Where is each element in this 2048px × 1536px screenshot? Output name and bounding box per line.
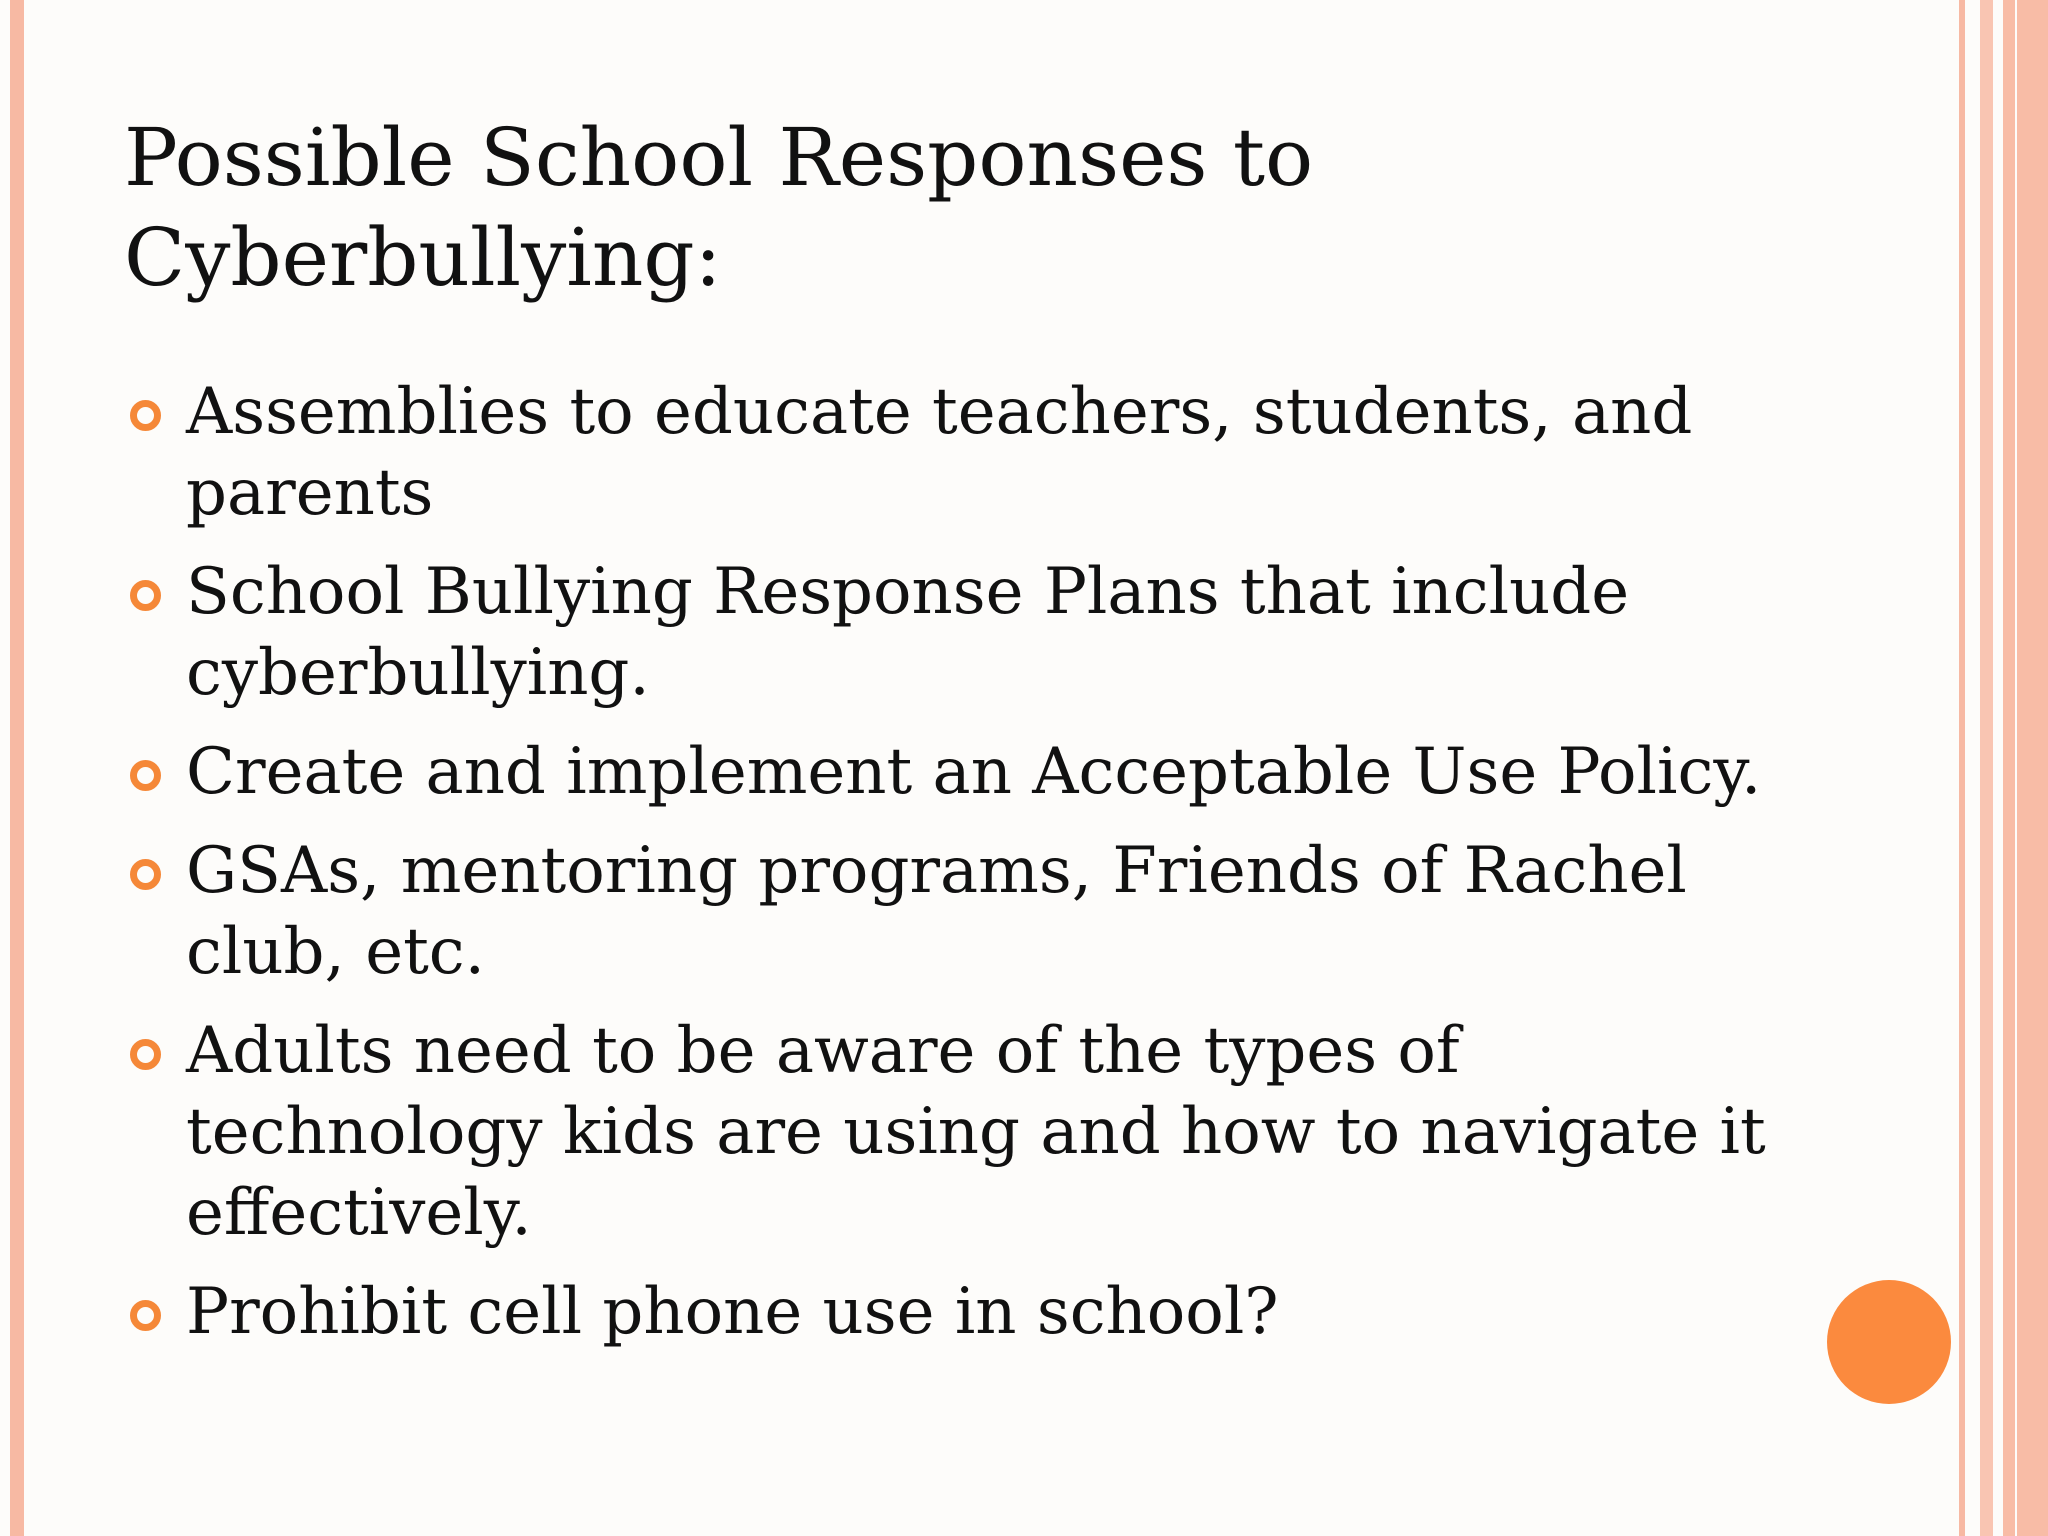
circle-bullet-icon xyxy=(130,859,161,890)
circle-bullet-icon xyxy=(130,760,161,791)
circle-bullet-icon xyxy=(130,400,161,431)
list-item xyxy=(124,1272,1824,1353)
bullet-text: Prohibit cell phone use in school? xyxy=(186,1275,1279,1349)
left-border-stripe xyxy=(10,0,24,1536)
bullet-text: Adults need to be aware of the types of technology kids are using and how to navigate it effectively. xyxy=(186,1014,1766,1250)
right-border-stripe-line xyxy=(2015,0,2017,1536)
bullet-text: School Bullying Response Plans that include cyberbullying. xyxy=(186,555,1630,710)
bullet-list xyxy=(124,372,1824,1371)
right-border-stripe-outer xyxy=(2003,0,2048,1536)
list-item xyxy=(124,831,1824,993)
bullet-text: GSAs, mentoring programs, Friends of Rachel club, etc. xyxy=(186,834,1687,989)
circle-bullet-icon xyxy=(130,580,161,611)
circle-bullet-icon xyxy=(130,1300,161,1331)
right-border-stripe-inner xyxy=(1980,0,1993,1536)
right-border-stripe-thin xyxy=(1959,0,1965,1536)
list-item xyxy=(124,1011,1824,1254)
decorative-circle-icon xyxy=(1827,1280,1951,1404)
list-item xyxy=(124,732,1824,813)
list-item xyxy=(124,552,1824,714)
list-item xyxy=(124,372,1824,534)
bullet-text: Create and implement an Acceptable Use Policy. xyxy=(186,735,1762,809)
slide-title: Possible School Responses to Cyberbullying: xyxy=(124,111,1314,304)
circle-bullet-icon xyxy=(130,1039,161,1070)
bullet-text: Assemblies to educate teachers, students, and parents xyxy=(186,375,1693,530)
